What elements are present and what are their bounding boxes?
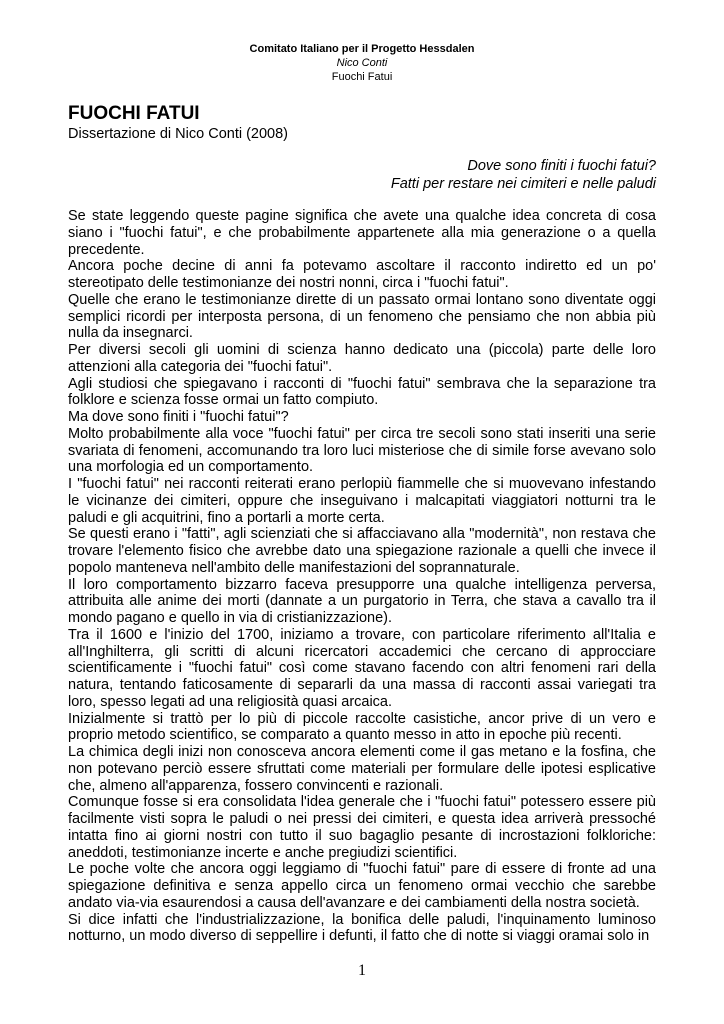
paragraph: Le poche volte che ancora oggi leggiamo di "fuochi fatui" pare di essere di fronte ad una spiegazione definitiva e senza appello circa un fenomeno ormai vecchio che sarebbe andato via-via esaurendosi a causa dell'avanzare e dei cambiamenti della nostra società. [68, 861, 656, 911]
epigraph-line: Dove sono finiti i fuochi fatui? [467, 158, 656, 174]
header-organization: Comitato Italiano per il Progetto Hessdalen [249, 43, 475, 55]
paragraph: Tra il 1600 e l'inizio del 1700, iniziamo a trovare, con particolare riferimento all'Italia e all'Inghilterra, gli scritti di alcuni ricercatori accademici che cercano di approcciare scientificamente i "fuochi fatui" così come stavano facendo con altri fenomeni rari della natura, tentando faticosamente di separarli da una massa di racconti assai variegati tra loro, spesso legati ad una religiosità quasi arcaica. [68, 626, 656, 710]
header-author: Nico Conti [336, 57, 388, 69]
paragraph: Si dice infatti che l'industrializzazione, la bonifica delle paludi, l'inquinamento luminoso notturno, un modo diverso di seppellire i defunti, il fatto che di notte si viaggi oramai solo in [68, 911, 656, 945]
paragraph: Quelle che erano le testimonianze dirette di un passato ormai lontano sono diventate oggi semplici ricordi per interposta persona, di un fenomeno che pensiamo che non abbia più nulla da insegnarci. [68, 291, 656, 342]
epigraph [96, 158, 656, 193]
header-topic: Fuochi Fatui [331, 71, 393, 83]
paragraph: Per diversi secoli gli uomini di scienza hanno dedicato una (piccola) parte delle loro attenzioni alla categoria dei "fuochi fatui". [68, 342, 656, 375]
paragraph: Agli studiosi che spiegavano i racconti di "fuochi fatui" sembrava che la separazione tra folklore e scienza fosse ormai un fatto compiuto. [68, 375, 656, 409]
document-subtitle: Dissertazione di Nico Conti (2008) [68, 126, 289, 142]
running-header [0, 42, 724, 84]
paragraph: La chimica degli inizi non conosceva ancora elementi come il gas metano e la fosfina, che non potevano perciò essere sfruttati come materiali per formulare delle ipotesi esplicative che, almeno all'apparenza, fossero convincenti e razionali. [68, 744, 656, 794]
paragraph: I "fuochi fatui" nei racconti reiterati erano perlopiù fiammelle che si muovevano infestando le vicinanze dei cimiteri, oppure che inseguivano i malcapitati viaggiatori notturni tra le paludi e gli acquitrini, fino a portarli a morte certa. [68, 476, 656, 526]
paragraph: Ancora poche decine di anni fa potevamo ascoltare il racconto indiretto ed un po' stereotipato delle testimonianze dei nostri nonni, circa i "fuochi fatui". [68, 258, 656, 291]
paragraph: Ma dove sono finiti i "fuochi fatui"? [68, 409, 289, 425]
paragraph: Molto probabilmente alla voce "fuochi fatui" per circa tre secoli sono stati inseriti una serie svariata di fenomeni, accomunando tra loro luci misteriose che di simile forse avevano solo una morfologia ed un comportamento. [68, 425, 656, 476]
document-title: FUOCHI FATUI [68, 103, 200, 124]
paragraph: Se state leggendo queste pagine significa che avete una qualche idea concreta di cosa siano i "fuochi fatui", e che probabilmente appartenete alla mia generazione o a quella precedente. [68, 208, 656, 258]
epigraph-line: Fatti per restare nei cimiteri e nelle paludi [390, 175, 656, 192]
paragraph: Il loro comportamento bizzarro faceva presupporre una qualche intelligenza perversa, attribuita alle anime dei morti (dannate a un purgatorio in Terra, che stava a cavallo tra il mondo pagano e quello in via di cristianizzazione). [68, 576, 656, 626]
paragraph: Inizialmente si trattò per lo più di piccole raccolte casistiche, ancor prive di un vero e proprio metodo scientifico, se comparato a quanto messo in atto in epoche più recenti. [68, 710, 656, 744]
body-text [68, 208, 656, 945]
paragraph: Se questi erano i "fatti", agli scienziati che si affacciavano alla "modernità", non restava che trovare l'elemento fisico che avrebbe dato una spiegazione razionale a quelli che invece il popolo manteneva nell'ambito delle manifestazioni del soprannaturale. [68, 526, 656, 576]
paragraph: Comunque fosse si era consolidata l'idea generale che i "fuochi fatui" potessero essere più facilmente visti sopra le paludi o nei pressi dei cimiteri, e questa idea arriverà pressoché intatta fino ai giorni nostri con tutto il suo bagaglio pesante di incrostazioni folkloriche: aneddoti, testimonianze incerte e anche pregiudizi scientifici. [68, 794, 656, 861]
page-number: 1 [358, 962, 366, 979]
